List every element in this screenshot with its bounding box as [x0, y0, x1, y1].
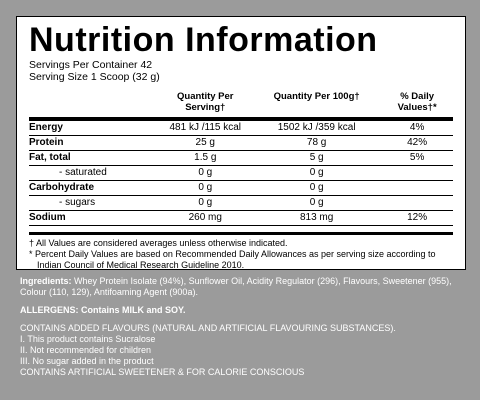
table-row	[29, 211, 453, 226]
ingredients-text: Whey Protein Isolate (94%), Sunflower Oil, Acidity Regulator (296), Flavours, Sweetener (955), Colour (110, 129), Antifoaming Agent (900a).	[20, 276, 452, 297]
row-serving: 0 g	[198, 167, 213, 178]
row-per100: 813 mg	[299, 212, 334, 223]
row-serving: 0 g	[198, 182, 213, 193]
contains-line: I. This product contains Sucralose	[20, 334, 156, 344]
table-row	[29, 136, 453, 151]
row-per100: 78 g	[306, 137, 327, 148]
ingredients-label: Ingredients:	[20, 276, 72, 286]
row-label: Fat, total	[29, 152, 71, 163]
row-dv	[381, 166, 453, 181]
row-per100: 0 g	[309, 182, 324, 193]
table-row	[29, 166, 453, 181]
row-dv: 4%	[409, 122, 425, 133]
table-header-row	[29, 89, 453, 119]
row-serving: 0 g	[198, 197, 213, 208]
row-per100: 0 g	[309, 197, 324, 208]
label-text-block	[20, 276, 466, 378]
table-row	[29, 119, 453, 136]
row-label: - sugars	[59, 197, 96, 208]
footnote-averages: † All Values are considered averages unless otherwise indicated.	[29, 238, 288, 248]
header-blank	[29, 89, 159, 119]
ingredients	[20, 276, 466, 298]
footnotes	[29, 232, 453, 271]
row-per100: 5 g	[309, 152, 324, 163]
row-dv: 42%	[407, 137, 428, 148]
table-row	[29, 151, 453, 166]
row-serving: 1.5 g	[194, 152, 217, 163]
row-serving: 260 mg	[188, 212, 222, 223]
header-per-100g: Quantity Per 100g†	[273, 91, 360, 102]
row-label: Carbohydrate	[29, 182, 95, 193]
row-dv: 5%	[409, 152, 425, 163]
row-label: Sodium	[29, 212, 66, 223]
row-dv: 12%	[407, 212, 428, 223]
row-label: Protein	[29, 137, 64, 148]
row-label: Energy	[29, 122, 63, 133]
row-serving: 25 g	[195, 137, 215, 148]
row-per100: 1502 kJ /359 kcal	[277, 122, 356, 133]
contains-block	[20, 323, 466, 378]
row-label: - saturated	[59, 167, 107, 178]
footnote-daily-values: * Percent Daily Values are based on Recommended Daily Allowances as per serving size according to Indian Council of Medical Research Guideline 2010.	[29, 249, 436, 270]
contains-line: II. Not recommended for children	[20, 345, 152, 355]
contains-line: CONTAINS ARTIFICIAL SWEETENER & FOR CALORIE CONSCIOUS	[20, 367, 305, 377]
table-row	[29, 196, 453, 211]
panel-title: Nutrition Information	[29, 21, 378, 59]
serving-size: Serving Size 1 Scoop (32 g)	[29, 71, 160, 83]
allergens: ALLERGENS: Contains MILK and SOY.	[20, 305, 186, 315]
row-dv	[381, 196, 453, 211]
contains-line: III. No sugar added in the product	[20, 356, 154, 366]
contains-line: CONTAINS ADDED FLAVOURS (NATURAL AND ARTIFICIAL FLAVOURING SUBSTANCES).	[20, 323, 396, 333]
servings-per-container: Servings Per Container 42	[29, 59, 153, 71]
row-dv	[381, 181, 453, 196]
nutrition-panel	[16, 16, 466, 270]
header-daily-value: % Daily Values†*	[397, 91, 437, 113]
nutrition-table	[29, 89, 453, 226]
header-per-serving: Quantity Per Serving†	[177, 91, 234, 113]
table-row	[29, 181, 453, 196]
row-per100: 0 g	[309, 167, 324, 178]
row-serving: 481 kJ /115 kcal	[169, 122, 242, 133]
